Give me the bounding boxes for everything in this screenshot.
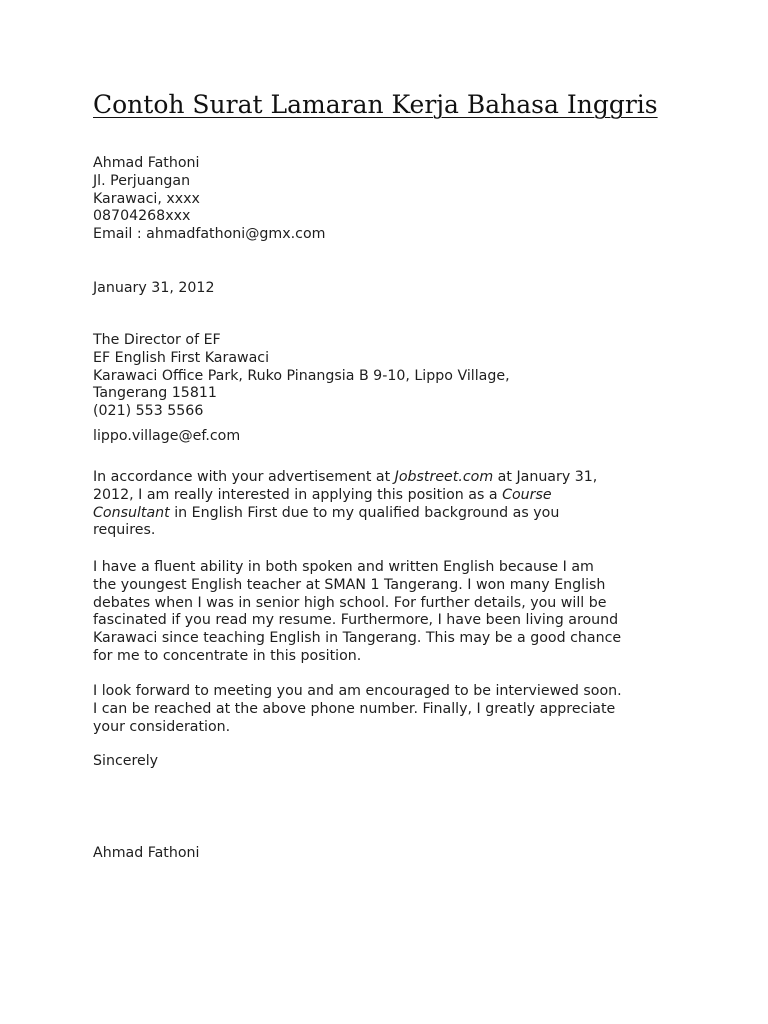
paragraph-line: fascinated if you read my resume. Furthermore, I have been living around (93, 612, 619, 629)
text-run: in English First due to my qualified background as you (169, 504, 560, 521)
paragraph-line: the youngest English teacher at SMAN 1 Tangerang. I won many English (93, 576, 606, 593)
recipient-address-block (93, 332, 510, 421)
consultant-text: Consultant (93, 504, 170, 521)
date-text: January 31, 2012 (93, 280, 215, 296)
text-run: at January 31, (493, 469, 598, 485)
recipient-email-block (93, 428, 240, 446)
recipient-email: lippo.village@ef.com (93, 428, 241, 444)
body-paragraph-3 (93, 683, 683, 736)
sender-address-block (93, 155, 325, 244)
jobstreet-text: Jobstreet.com (394, 469, 494, 485)
paragraph-line: debates when I was in senior high school. For further details, you will be (93, 594, 607, 611)
letter-date (93, 280, 214, 298)
paragraph-line (93, 469, 683, 487)
recipient-title: The Director of EF (93, 332, 221, 348)
sender-city: Karawaci, xxxx (93, 190, 200, 207)
page-title: Contoh Surat Lamaran Kerja Bahasa Inggris (93, 90, 658, 119)
closing-block (93, 753, 158, 771)
paragraph-line: for me to concentrate in this position. (93, 647, 362, 664)
text-run: 2012, I am really interested in applying this position as a (93, 486, 503, 503)
recipient-address-line-2: Tangerang 15811 (93, 385, 217, 402)
paragraph-line: Karawaci since teaching English in Tangerang. This may be a good chance (93, 630, 622, 647)
paragraph-line: requires. (93, 522, 156, 539)
paragraph-line: your consideration. (93, 718, 231, 735)
recipient-phone: (021) 553 5566 (93, 403, 204, 420)
paragraph-line: I can be reached at the above phone number. Finally, I greatly appreciate (93, 700, 616, 717)
body-paragraph-2 (93, 559, 683, 666)
sender-phone: 08704268xxx (93, 208, 191, 225)
recipient-address-line-1: Karawaci Office Park, Ruko Pinangsia B 9-10, Lippo Village, (93, 367, 510, 384)
paragraph-line (93, 487, 683, 505)
paragraph-line (93, 505, 683, 523)
paragraph-line: I have a fluent ability in both spoken and written English because I am (93, 559, 594, 575)
signature-block (93, 845, 199, 863)
sender-name: Ahmad Fathoni (93, 155, 200, 171)
signature-name: Ahmad Fathoni (93, 845, 200, 861)
paragraph-line: I look forward to meeting you and am encouraged to be interviewed soon. (93, 683, 622, 699)
closing-text: Sincerely (93, 753, 159, 769)
recipient-organization: EF English First Karawaci (93, 349, 270, 366)
course-text: Course (502, 486, 552, 503)
body-paragraph-1 (93, 469, 683, 540)
sender-email: Email : ahmadfathoni@gmx.com (93, 226, 326, 243)
text-run: In accordance with your advertisement at (93, 469, 395, 485)
sender-street: Jl. Perjuangan (93, 172, 191, 189)
